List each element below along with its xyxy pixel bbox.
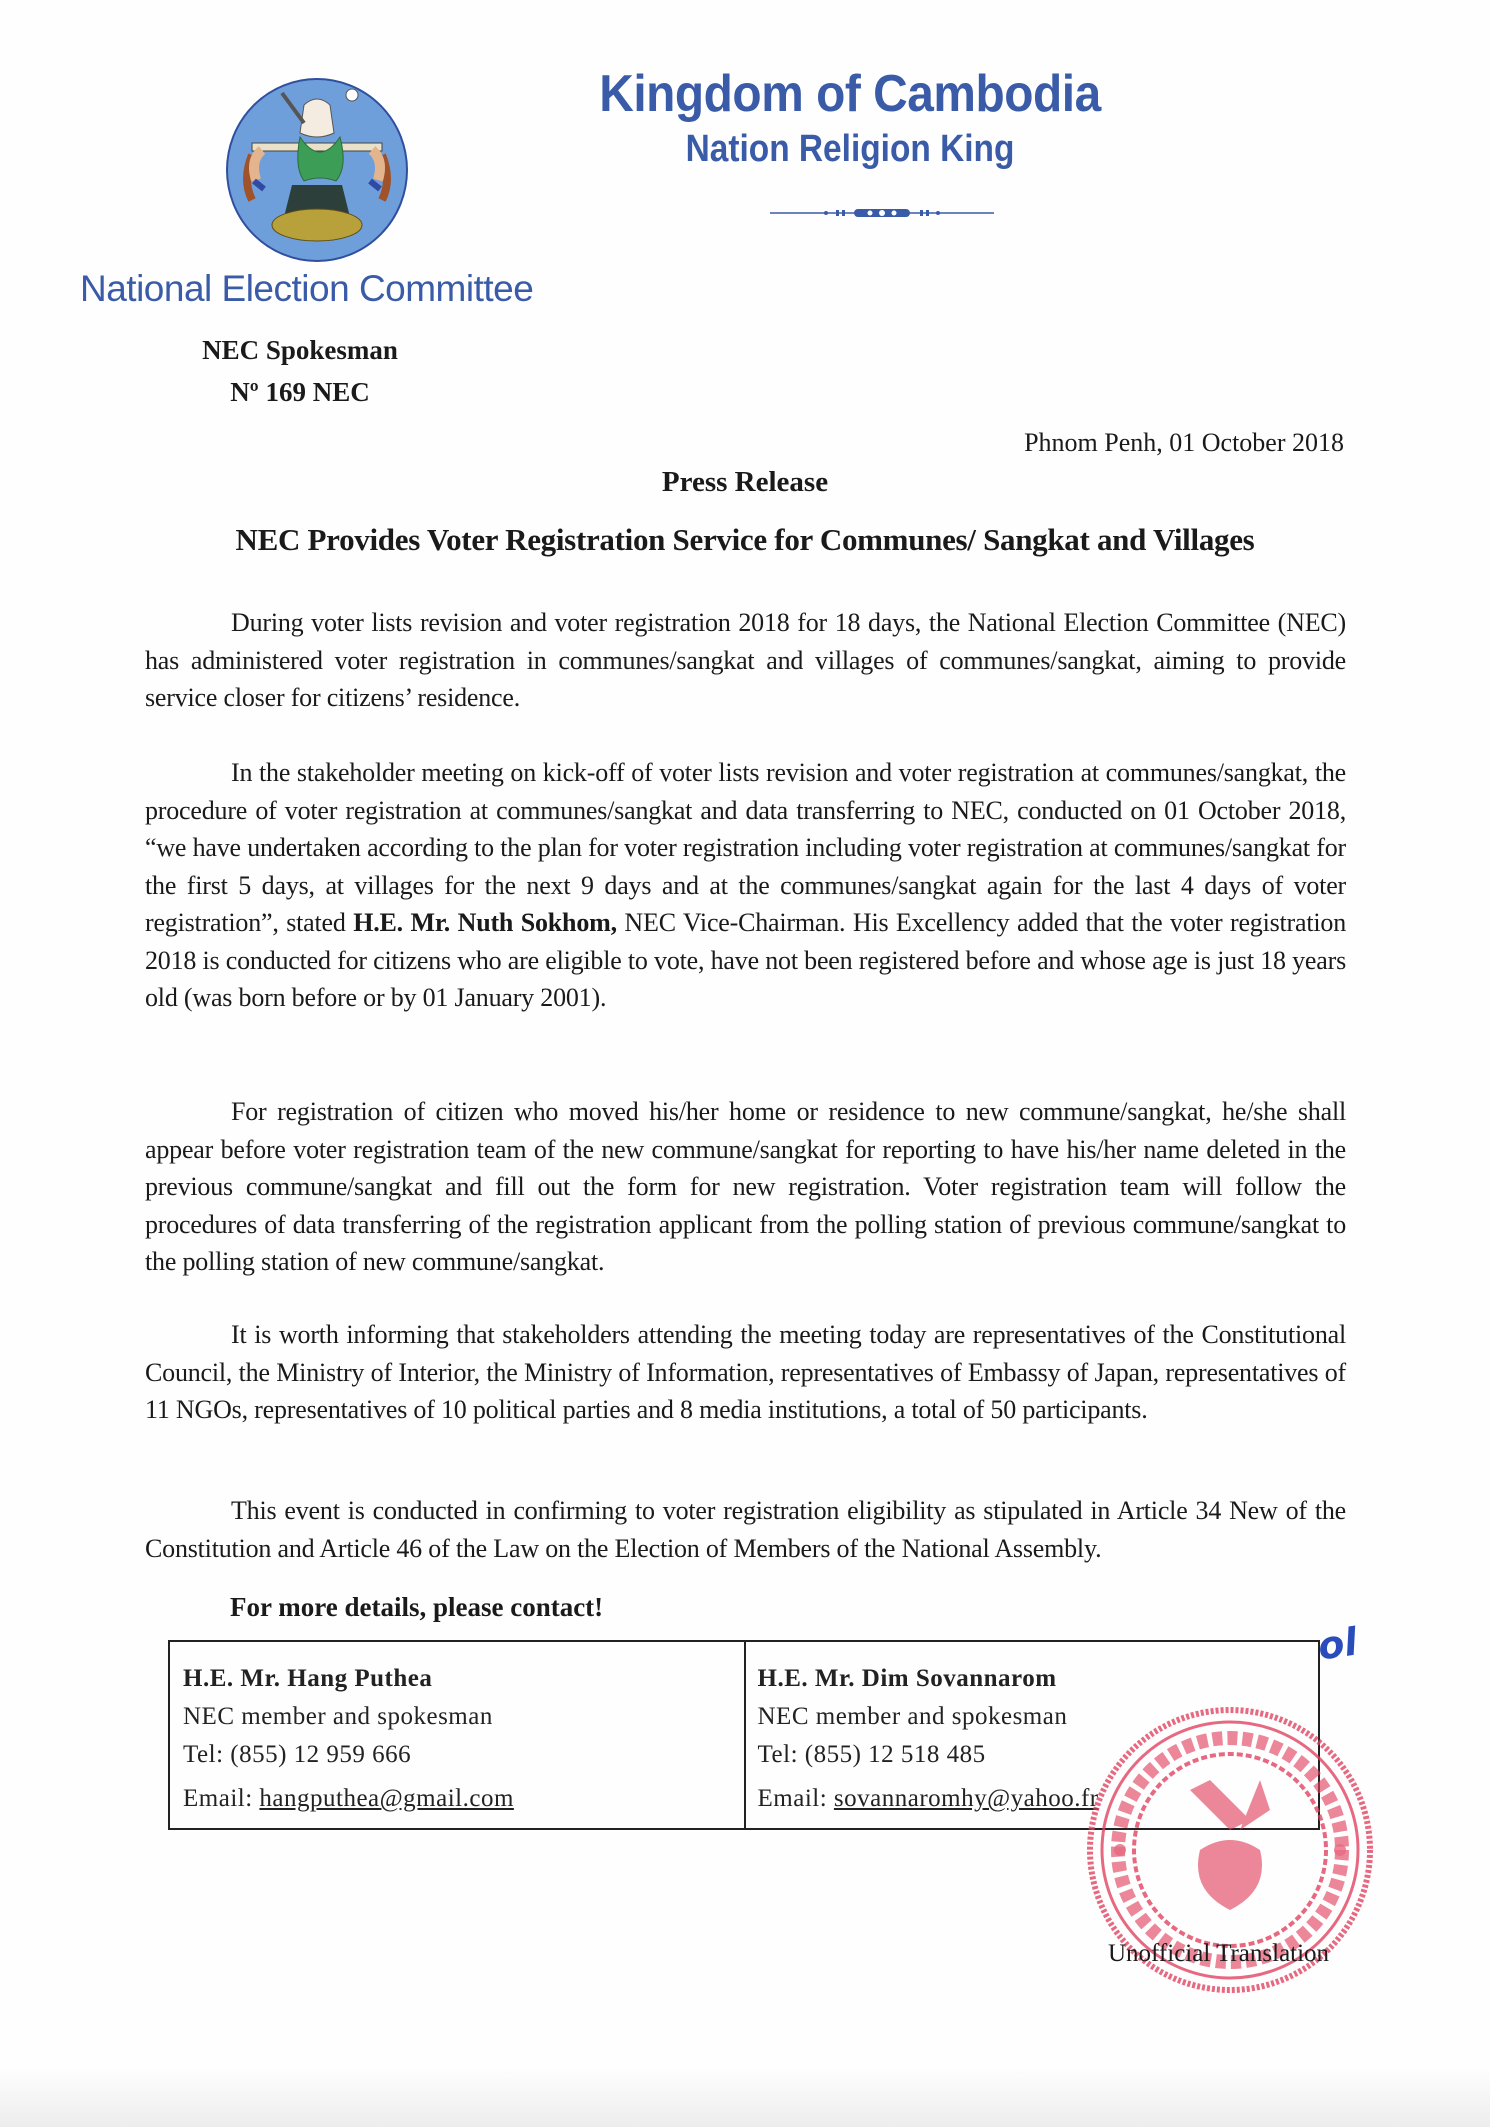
paragraph-2-text-cont: NEC Vice-Chairman. His Excellency added that the voter registration 2018 is conducted for citizens who are eligible to vote, have not been registered before and whose age is just 18 years old (was born before or by 01 January 2001). [145, 908, 1347, 1012]
paragraph-5: This event is conducted in confirming to voter registration eligibility as stipulated in Article 34 New of the Constitution and Article 46 of the Law on the Election of Members of the National Assembly. [145, 1496, 1346, 1563]
paragraph-2 [145, 754, 1346, 1017]
paragraph-4: It is worth informing that stakeholders attending the meeting today are representatives of the Constitutional Council, the Ministry of Interior, the Ministry of Information, representatives of Embassy of Japan, representatives of 11 NGOs, representatives of 10 political parties and 8 media institutions, a total of 50 participants. [145, 1320, 1346, 1424]
contact-tel: Tel: (855) 12 959 666 [183, 1741, 412, 1768]
paragraph-3: For registration of citizen who moved his/her home or residence to new commune/sangkat, he/she shall appear before voter registration team of the new commune/sangkat for reporting to have his/her name deleted in the previous commune/sangkat and fill out the form for new registration. Voter registration team will follow the procedures of data transferring of the registration applicant from the polling station of previous commune/sangkat to the polling station of new commune/sangkat. [145, 1097, 1346, 1276]
national-motto: Nation Religion King [685, 128, 1015, 170]
reference-number: Nº 169 NEC [230, 377, 370, 407]
handwritten-initials: ol [1315, 1619, 1361, 1669]
vice-chairman-name: H.E. Mr. Nuth Sokhom, [353, 908, 617, 937]
contact-tel: Tel: (855) 12 518 485 [757, 1741, 986, 1768]
page-edge-shadow [0, 2067, 1490, 2127]
contact-role: NEC member and spokesman [757, 1703, 1068, 1730]
dateline: Phnom Penh, 01 October 2018 [1024, 428, 1344, 457]
headline: NEC Provides Voter Registration Service for Communes/ Sangkat and Villages [235, 522, 1255, 557]
office-label: NEC Spokesman [202, 335, 398, 365]
contact-email-link[interactable]: sovannaromhy@yahoo.fr [833, 1785, 1099, 1812]
nec-emblem-icon [222, 75, 412, 265]
unofficial-translation-note: Unofficial Translation [1108, 1940, 1330, 1967]
contact-lead: For more details, please contact! [230, 1592, 604, 1622]
document-type: Press Release [661, 466, 829, 498]
contact-email-link[interactable]: hangputhea@gmail.com [259, 1785, 514, 1812]
paragraph-2-text: In the stakeholder meeting on kick-off of voter lists revision and voter registration at communes/sangkat, the procedure of voter registration at communes/sangkat and data transferring to NEC, conducted on 01 October 2018, “we have undertaken according to the plan for voter registration including voter registration at communes/sangkat for the first 5 days, at villages for the next 9 days and at the communes/sangkat again for the last 4 days of voter registration”, stated [145, 758, 1346, 937]
contact-name: H.E. Mr. Hang Puthea [183, 1665, 433, 1692]
paragraph-1: During voter lists revision and voter registration 2018 for 18 days, the National Election Committee (NEC) has administered voter registration in communes/sangkat and villages of communes/sangkat, aiming to provide service closer for citizens’ residence. [145, 608, 1346, 712]
email-label: Email: [757, 1785, 834, 1812]
contact-email-row [183, 1780, 730, 1818]
email-label: Email: [183, 1785, 260, 1812]
country-title: Kingdom of Cambodia [599, 65, 1101, 123]
contact-role: NEC member and spokesman [183, 1703, 493, 1730]
contact-card [170, 1642, 744, 1828]
country-header [560, 62, 1140, 172]
organization-name: National Election Committee [80, 268, 534, 309]
ornamental-divider-icon [770, 206, 994, 220]
contact-name: H.E. Mr. Dim Sovannarom [757, 1665, 1057, 1692]
